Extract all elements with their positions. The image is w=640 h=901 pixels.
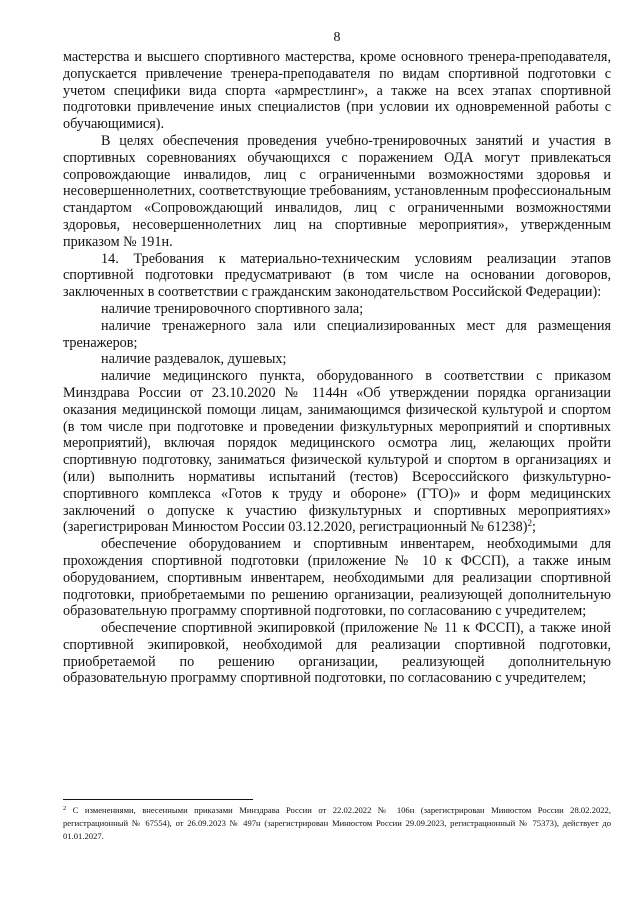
list-item-punctuation: ; [532,519,536,536]
page-number: 8 [333,30,341,45]
paragraph: мастерства и высшего спортивного мастерства, кроме основного тренера-преподавателя, допускается привлечение тренера-преподавателя по видам спортивной подготовки с учетом специфики вида спорта «армрестлинг», а также на всех этапах спортивной подготовки привлечение иных специалистов (при условии их одновременной работы с обучающимися). [63,49,611,133]
list-item [63,368,611,536]
footnote [63,804,611,843]
paragraph: 14. Требования к материально-техническим условиям реализации этапов спортивной подготовки предусматривают (в том числе на основании договоров, заключенных в соответствии с гражданским законодательством Российской Федерации): [63,250,611,301]
list-item: обеспечение спортивной экипировкой (приложение № 11 к ФССП), а также иной спортивной экипировкой, необходимой для реализации спортивной подготовки, приобретаемой по решению организации, реализующей дополнительную образовательную программу спортивной подготовки, по согласованию с учредителем; [63,620,611,687]
footnote-marker: 2 [63,805,67,812]
list-item-text: наличие медицинского пункта, оборудованного в соответствии с приказом Минздрава России от 23.10.2020 № 1144н «Об утверждении порядка организации оказания медицинской помощи лицам, занимающимся физической культурой и спортом (в том числе при подготовке и проведении физкультурных мероприятий и спортивных мероприятий), включая порядок медицинского осмотра лиц, желающих пройти спортивную подготовку, заниматься физической культурой и спортом в организациях и (или) выполнить нормативы испытаний (тестов) Всероссийского физкультурно-спортивного комплекса «Готов к труду и обороне» (ГТО)» и форм медицинских заключений о допуске к участию физкультурных и спортивных мероприятиях» (зарегистрирован Минюстом России 03.12.2020, регистрационный № 61238) [63,368,611,536]
document-body [63,49,611,687]
list-item: наличие тренажерного зала или специализированных мест для размещения тренажеров; [63,317,611,351]
list-item: наличие раздевалок, душевых; [101,351,287,368]
list-item: обеспечение оборудованием и спортивным инвентарем, необходимыми для прохождения спортивной подготовки (приложение № 10 к ФССП), а также иным оборудованием, спортивным инвентарем, необходимыми для реализации спортивной подготовки, приобретаемыми по решению организации, реализующей дополнительную образовательную программу спортивной подготовки, по согласованию с учредителем; [63,536,611,620]
list-item: наличие тренировочного спортивного зала; [101,300,364,317]
footnote-reference: 2 [527,518,533,529]
footnote-divider [63,799,253,800]
footnote-text: С изменениями, внесенными приказами Минздрава России от 22.02.2022 № 106н (зарегистрирован Минюстом России 28.02.2022, регистрационный № 67554), от 26.09.2023 № 497н (зарегистрирован Минюстом России 29.09.2023, регистрационный № 75373), действует до 01.01.2027. [63,805,611,841]
paragraph: В целях обеспечения проведения учебно-тренировочных занятий и участия в спортивных соревнованиях обучающихся с поражением ОДА могут привлекаться сопровождающие инвалидов, лиц с ограниченными возможностями здоровья и несовершеннолетних, соответствующие требованиям, установленным профессиональным стандартом «Сопровождающий инвалидов, лиц с ограниченными возможностями здоровья, несовершеннолетних лиц на спортивные мероприятия», утвержденным приказом № 191н. [63,132,611,250]
